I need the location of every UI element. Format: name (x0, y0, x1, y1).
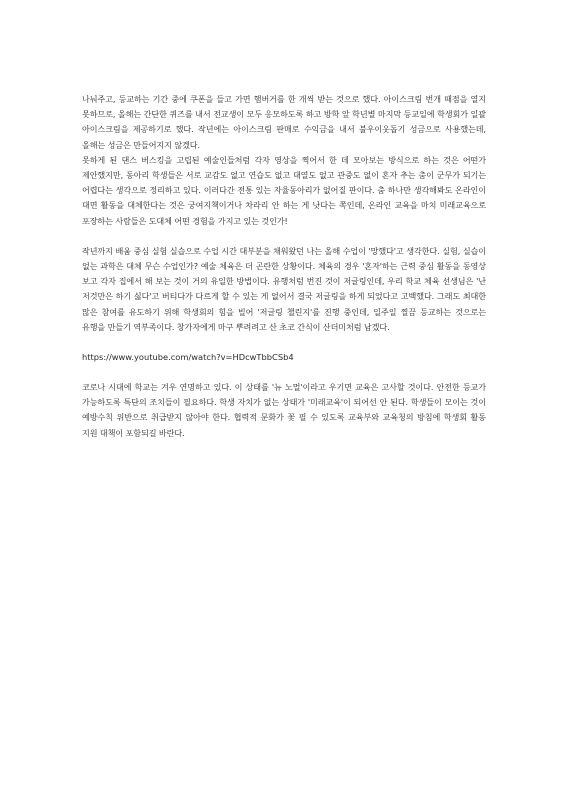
paragraph-spacer (82, 229, 486, 244)
youtube-link[interactable]: https://www.youtube.com/watch?v=HDcwTbbCSb4 (82, 352, 294, 363)
paragraph-1: 나눠주고, 등교하는 기간 중에 쿠폰을 들고 가면 햄버거를 한 개씩 받는 것으로 했다. 아이스크림 번개 때점을 열지 못하므로, 올해는 간단한 퀴즈를 내서 전교생이 모두 응모하도록 하고 방학 앞 학년별 마지막 등교일에 학생회가 일괄 아이스크림을 제공하기로 했다. 작년에는 아이스크림 판매로 수익금을 내서 불우이웃돕기 성금으로 사용했는데, 올해는 성금은 만들어지지 않겠다. (82, 94, 486, 150)
document-body (82, 92, 486, 441)
paragraph-spacer (82, 335, 486, 350)
paragraph-spacer (82, 365, 486, 380)
paragraph-3: 작년까지 배움 중심 실험 실습으로 수업 시간 대부분을 채워왔던 나는 올해 수업이 '망했다'고 생각한다. 실험, 실습이 없는 과학은 대체 무슨 수업인가? 예술 체육은 더 곤란한 상황이다. 체육의 경우 '혼자'하는 근력 중심 활동을 동영상 보고 각자 집에서 해 보는 것이 거의 유일한 방법이다. 유행처럼 번진 것이 저글링인데, 우리 학교 체육 선생님은 '난 저것만은 하기 싫다'고 버티다가 다르게 할 수 있는 게 없어서 결국 저글링을 하게 되었다고 고백했다. 그래도 최대한 많은 참여를 유도하기 위해 학생회의 힘을 빌어 '저글링 챌린지'를 진행 중인데, 일주일 찔끔 등교하는 것으로는 유행을 만들기 역부족이다. 창가자에게 마구 뿌려려고 산 초코 간식이 산더미처럼 남겠다. (82, 245, 486, 332)
closing-paragraph: 코로나 시대에 학교는 겨우 연명하고 있다. 이 상태를 '뉴 노멀'이라고 우기면 교육은 고사할 것이다. 안전한 등교가 가능하도록 특단의 조치들이 필요하다. 학생 자치가 없는 상태가 '미래교육'이 되어선 안 된다. 학생들이 모이는 것이 예방수칙 위반으로 취급받지 않아야 한다. 협력적 문화가 꽃 필 수 있도록 교육부와 교육청의 방침에 학생회 활동 지원 대책이 포함되길 바란다. (82, 382, 486, 438)
paragraph-2: 못하게 된 댄스 버스킹을 고립된 예술인들처럼 각자 영상을 찍어서 한 데 모아보는 방식으로 하는 것은 어떤가 제안했지만, 동아리 학생들은 서로 교감도 없고 연습도 없고 대열도 없고 관중도 없이 혼자 추는 춤이 군무가 되기는 어렵다는 생각으로 정리하고 있다. 이러다간 전통 있는 자율동아리가 없어질 판이다. 춤 하나만 생각해봐도 온라인이 대면 활동을 대체한다는 것은 궁여지책이거나 차라리 안 하는 게 낫다는 쪽인데, 온라인 교육을 마치 미래교육으로 포장하는 사람들은 도대체 어떤 경험을 가지고 있는 것인가! (82, 154, 486, 226)
